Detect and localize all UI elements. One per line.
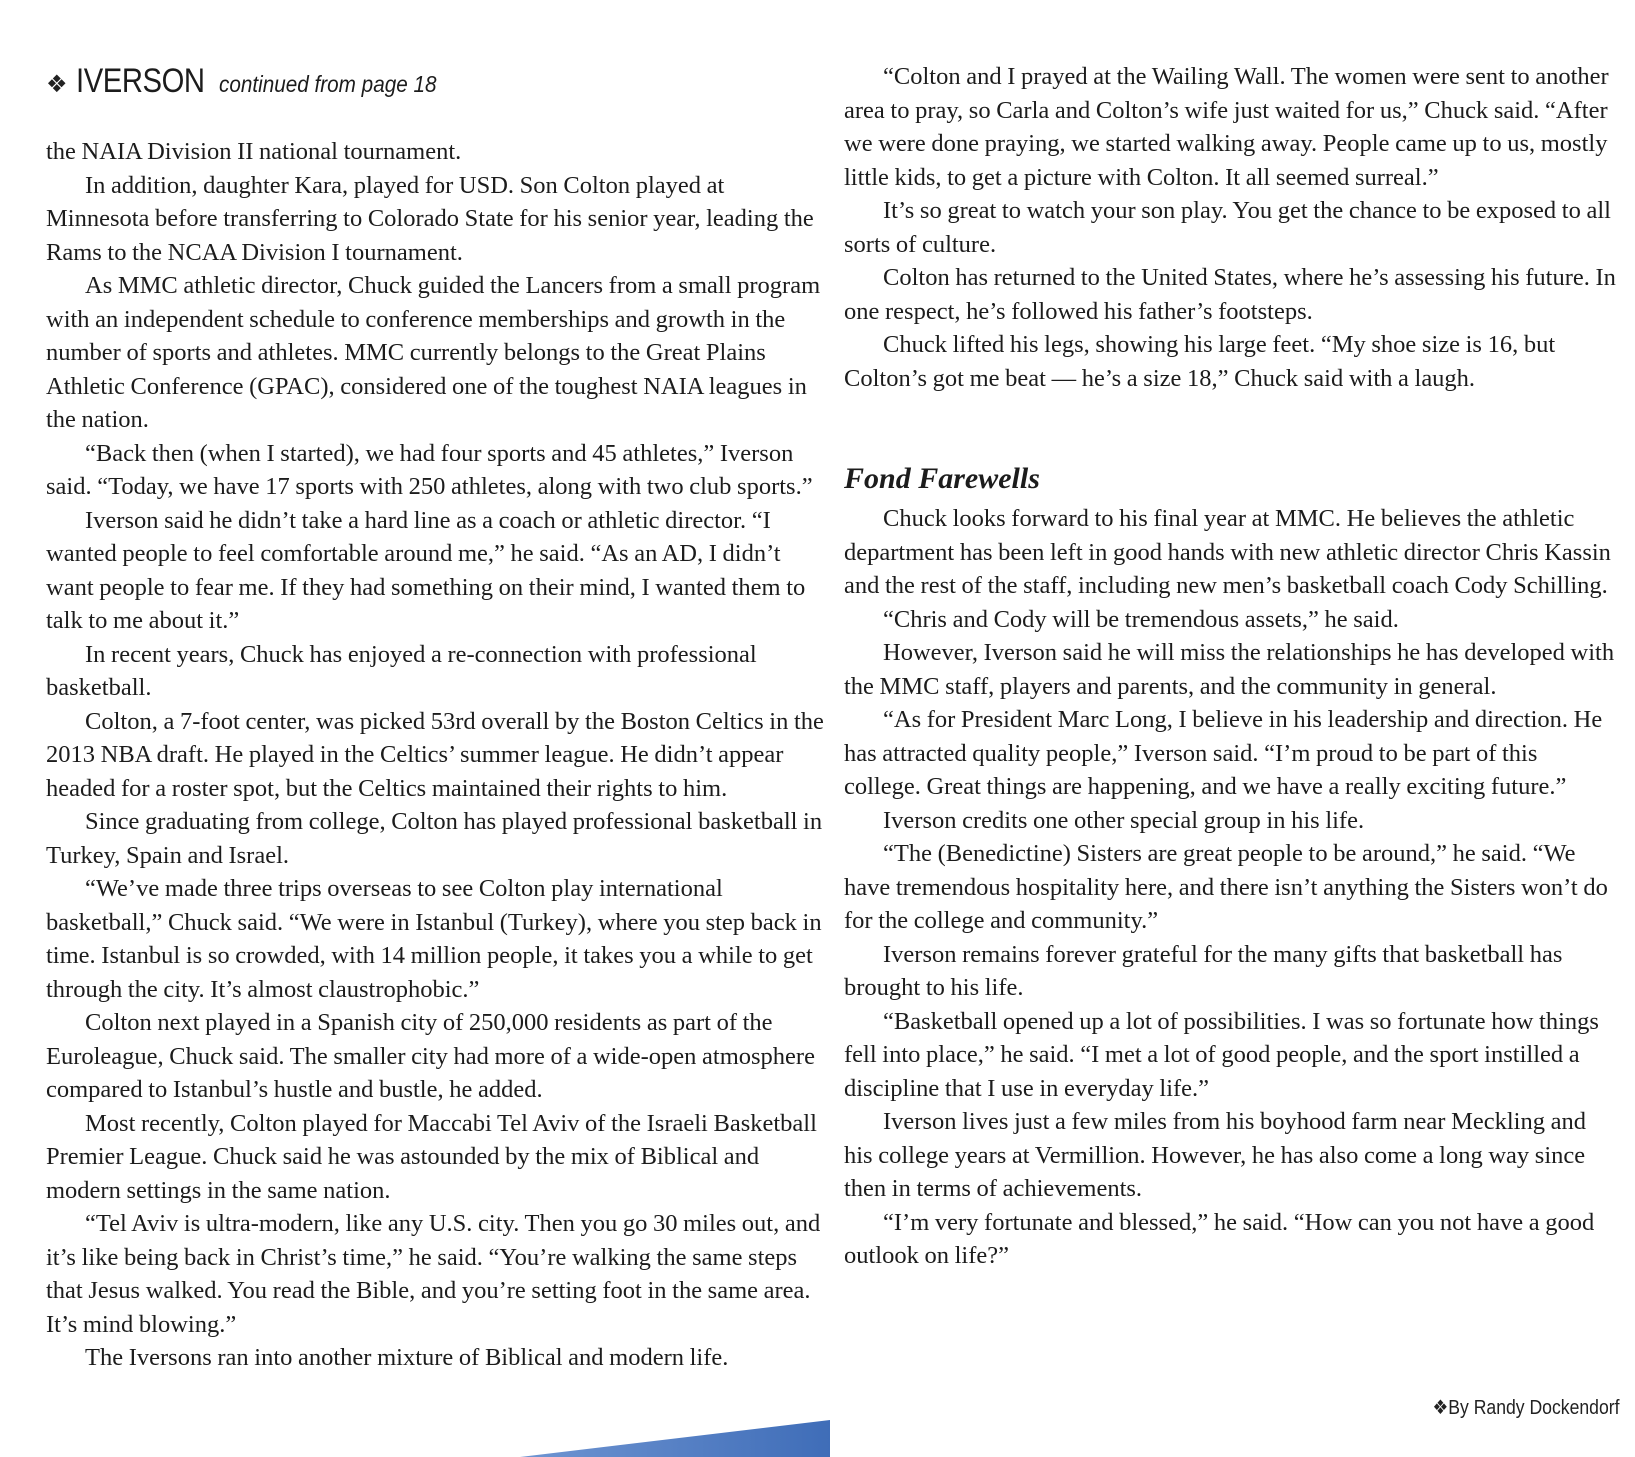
paragraph: The Iversons ran into another mixture of Biblical and modern life. [85,1344,729,1371]
paragraph: “Chris and Cody will be tremendous assets,” he said. [883,605,1399,633]
jump-name: IVERSON [75,62,205,100]
left-column-body [46,135,826,1375]
paragraph: Colton has returned to the United States, where he’s assessing his future. In one respect, he’s followed his father’s footsteps. [844,264,1616,325]
jump-continued: continued from page 18 [219,71,437,97]
paragraph: “We’ve made three trips overseas to see Colton play international basketball,” Chuck said. “We were in Istanbul (Turkey), where you step back in time. Istanbul is so crowded, with 14 million people, it takes you a while to get through the city. It’s almost claustrophobic.” [46,875,822,1003]
paragraph: As MMC athletic director, Chuck guided the Lancers from a small program with an independent schedule to conference memberships and growth in the number of sports and athletes. MMC currently belongs to the Great Plains Athletic Conference (GPAC), considered one of the toughest NAIA leagues in the nation. [46,272,821,433]
byline [1432,1395,1619,1420]
paragraph: Iverson credits one other special group in his life. [883,806,1365,834]
paragraph: “As for President Marc Long, I believe in his leadership and direction. He has attracted quality people,” Iverson said. “I’m proud to be part of this college. Great things are happening, and we have a really exciting future.” [844,706,1603,800]
paragraph: “Colton and I prayed at the Wailing Wall. The women were sent to another area to pray, so Carla and Colton’s wife just waited for us,” Chuck said. “After we were done praying, we started walking away. People came up to us, mostly little kids, to get a picture with Colton. It all seemed surreal.” [844,63,1609,191]
paragraph: Most recently, Colton played for Maccabi Tel Aviv of the Israeli Basketball Premier League. Chuck said he was astounded by the mix of Biblical and modern settings in the same nation. [46,1109,817,1204]
paragraph: Since graduating from college, Colton has played professional basketball in Turkey, Spain and Israel. [46,808,823,869]
paragraph: However, Iverson said he will miss the relationships he has developed with the MMC staff, players and parents, and the community in general. [844,639,1615,700]
ornament-icon: ❖ [1432,1397,1448,1419]
jump-line [46,62,461,101]
paragraph: In recent years, Chuck has enjoyed a re-connection with professional basketball. [46,640,757,701]
paragraph: “The (Benedictine) Sisters are great people to be around,” he said. “We have tremendous hospitality here, and there isn’t anything the Sisters won’t do for the college and community.” [844,840,1608,934]
paragraph: Colton, a 7-foot center, was picked 53rd overall by the Boston Celtics in the 2013 NBA draft. He played in the Celtics’ summer league. He didn’t appear headed for a roster spot, but the Celtics maintained their rights to him. [46,707,824,802]
paragraph: “Basketball opened up a lot of possibilities. I was so fortunate how things fell into place,” he said. “I met a lot of good people, and the sport instilled a discipline that I use in everyday life.” [844,1007,1599,1102]
paragraph: “Back then (when I started), we had four sports and 45 athletes,” Iverson said. “Today, we have 17 sports with 250 athletes, along with two club sports.” [46,439,813,500]
subhead: Fond Farewells [844,462,1040,495]
paragraph: Colton next played in a Spanish city of 250,000 residents as part of the Euroleague, Chuck said. The smaller city had more of a wide-open atmosphere compared to Istanbul’s hustle and bustle, he added. [46,1009,815,1103]
paragraph: Iverson said he didn’t take a hard line as a coach or athletic director. “I wanted people to feel comfortable around me,” he said. “As an AD, I didn’t want people to fear me. If they had something on their mind, I wanted them to talk to me about it.” [46,506,806,634]
paragraph: the NAIA Division II national tournament. [46,138,462,165]
paragraph: Chuck looks forward to his final year at MMC. He believes the athletic department has been left in good hands with new athletic director Chris Kassin and the rest of the staff, including new men’s basketball coach Cody Schilling. [844,505,1611,599]
ornament-icon: ❖ [46,71,68,98]
paragraph: In addition, daughter Kara, played for USD. Son Colton played at Minnesota before transferring to Colorado State for his senior year, leading the Rams to the NCAA Division I tournament. [46,171,814,266]
right-column-body-top [844,60,1619,395]
paragraph: Iverson lives just a few miles from his boyhood farm near Meckling and his college years at Vermillion. However, he has also come a long way since then in terms of achievements. [844,1108,1586,1202]
right-column-body-bottom [844,502,1619,1273]
paragraph: It’s so great to watch your son play. You get the chance to be exposed to all sorts of culture. [844,197,1611,258]
paragraph: “Tel Aviv is ultra-modern, like any U.S. city. Then you go 30 miles out, and it’s like being back in Christ’s time,” he said. “You’re walking the same steps that Jesus walked. You read the Bible, and you’re setting foot in the same area. It’s mind blowing.” [46,1210,821,1338]
decorative-stripe [520,1420,830,1457]
paragraph: Chuck lifted his legs, showing his large feet. “My shoe size is 16, but Colton’s got me beat — he’s a size 18,” Chuck said with a laugh. [844,331,1556,392]
byline-text: By Randy Dockendorf [1447,1397,1619,1419]
paragraph: Iverson remains forever grateful for the many gifts that basketball has brought to his life. [844,940,1563,1001]
paragraph: “I’m very fortunate and blessed,” he said. “How can you not have a good outlook on life?” [844,1208,1595,1269]
